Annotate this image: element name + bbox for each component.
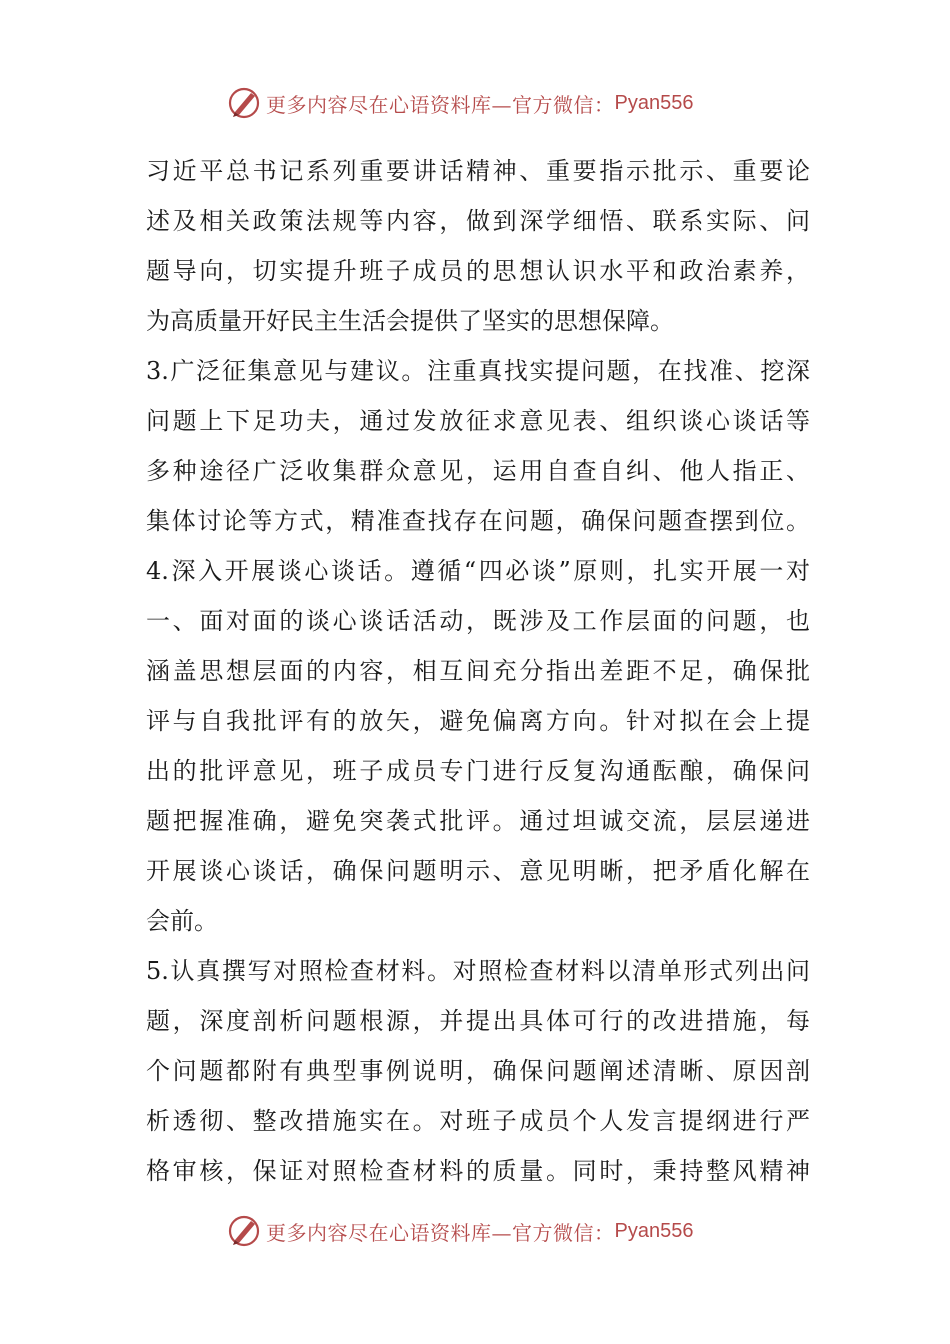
text-line: 述及相关政策法规等内容，做到深学细悟、联系实际、问 — [146, 207, 810, 235]
footer-watermark — [226, 1211, 693, 1251]
pen-logo-icon — [226, 1213, 262, 1249]
text-line: 集体讨论等方式，精准查找存在问题，确保问题查摆到位。 — [146, 507, 810, 535]
pen-logo-icon — [226, 85, 262, 121]
text-line: 出的批评意见，班子成员专门进行反复沟通酝酿，确保问 — [146, 757, 810, 785]
text-line: 一、面对面的谈心谈话活动，既涉及工作层面的问题，也 — [146, 607, 810, 635]
header-watermark — [226, 83, 693, 123]
text-line: 格审核，保证对照检查材料的质量。同时，秉持整风精神 — [146, 1157, 810, 1185]
document-body — [146, 146, 810, 1196]
text-line: 开展谈心谈话，确保问题明示、意见明晰，把矛盾化解在 — [146, 857, 810, 885]
text-line: 会前。 — [146, 907, 218, 935]
watermark-text: 更多内容尽在心语资料库—官方微信： — [266, 92, 615, 117]
text-line: 题，深度剖析问题根源，并提出具体可行的改进措施，每 — [146, 1007, 810, 1035]
text-line: 5.认真撰写对照检查材料。对照检查材料以清单形式列出问 — [146, 957, 810, 985]
text-line: 涵盖思想层面的内容，相互间充分指出差距不足，确保批 — [146, 657, 810, 685]
text-line: 为高质量开好民主生活会提供了坚实的思想保障。 — [146, 307, 674, 335]
text-line: 问题上下足功夫，通过发放征求意见表、组织谈心谈话等 — [146, 407, 810, 435]
text-line: 评与自我批评有的放矢，避免偏离方向。针对拟在会上提 — [146, 707, 810, 735]
text-line: 习近平总书记系列重要讲话精神、重要指示批示、重要论 — [146, 157, 810, 185]
watermark-wechat-id: Pyan556 — [614, 1219, 694, 1242]
text-line: 个问题都附有典型事例说明，确保问题阐述清晰、原因剖 — [146, 1057, 810, 1085]
text-line: 多种途径广泛收集群众意见，运用自查自纠、他人指正、 — [146, 457, 810, 485]
watermark-wechat-id: Pyan556 — [614, 91, 694, 114]
watermark-text: 更多内容尽在心语资料库—官方微信： — [266, 1220, 615, 1245]
text-line: 4.深入开展谈心谈话。遵循“四必谈”原则，扎实开展一对 — [146, 557, 810, 585]
text-line: 题把握准确，避免突袭式批评。通过坦诚交流，层层递进 — [146, 807, 810, 835]
text-line: 析透彻、整改措施实在。对班子成员个人发言提纲进行严 — [146, 1107, 810, 1135]
text-line: 3.广泛征集意见与建议。注重真找实提问题，在找准、挖深 — [146, 357, 810, 385]
text-line: 题导向，切实提升班子成员的思想认识水平和政治素养， — [146, 257, 810, 285]
